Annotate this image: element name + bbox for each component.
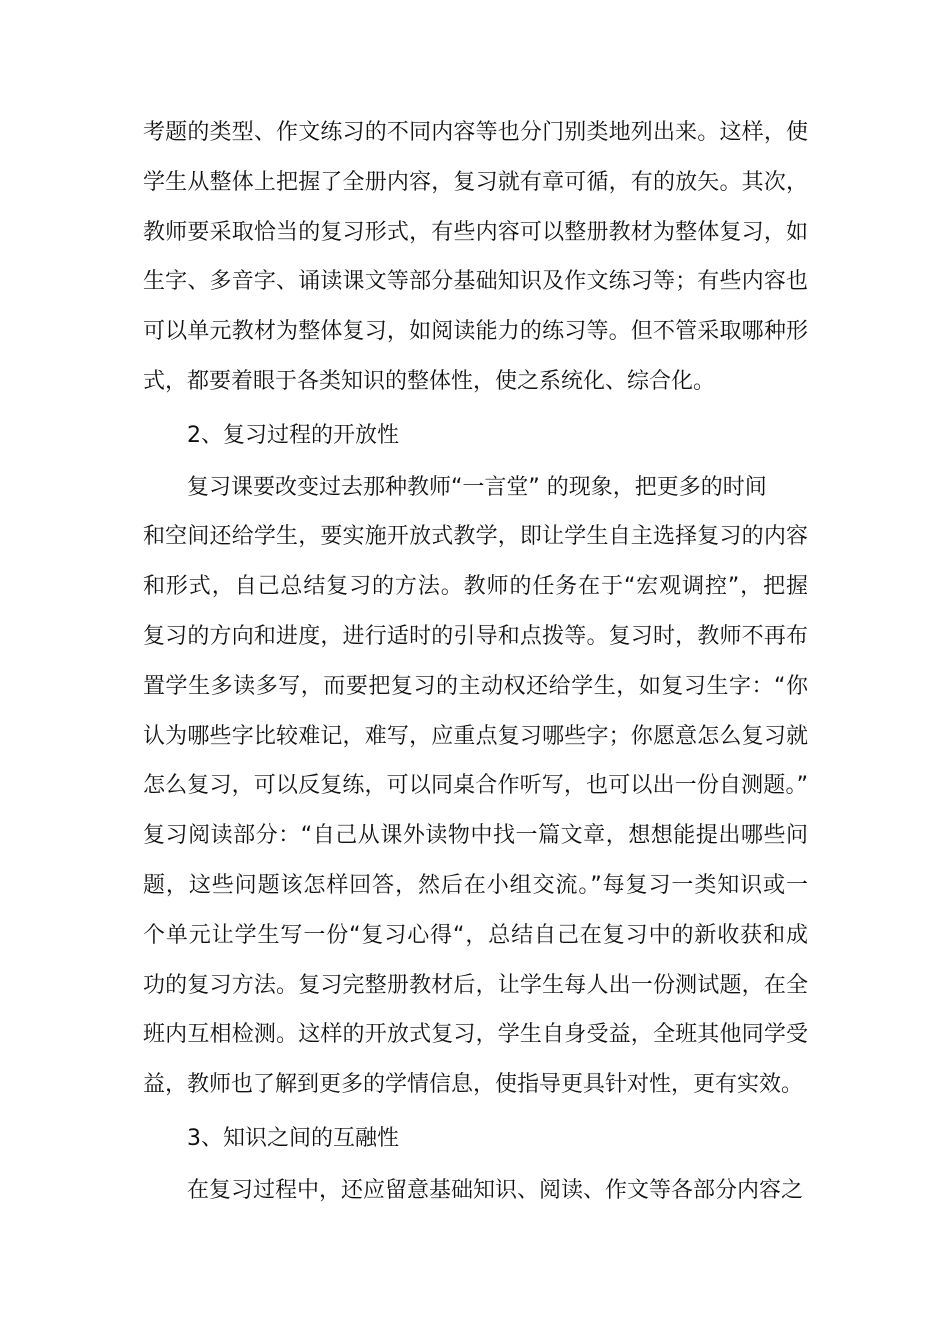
text-line: 置学生多读多写，而要把复习的主动权还给学生，如复习生字：“你 [143,673,808,699]
text-line: 复习阅读部分：“自己从课外读物中找一篇文章，想想能提出哪些问 [143,823,808,849]
text-line: 认为哪些字比较难记，难写，应重点复习哪些字；你愿意怎么复习就 [143,723,808,749]
text-line: 班内互相检测。这样的开放式复习，学生自身受益，全班其他同学受 [143,1022,808,1048]
text-line: 益，教师也了解到更多的学情信息，使指导更具针对性，更有实效。 [143,1072,804,1098]
text-line: 怎么复习，可以反复练，可以同桌合作听写，也可以出一份自测题。” [143,773,808,799]
text-line: 复习课要改变过去那种教师“一言堂” 的现象，把更多的时间 [187,474,767,500]
text-line: 题，这些问题该怎样回答，然后在小组交流。”每复习一类知识或一 [143,872,808,898]
heading-text: 3、知识之间的互融性 [187,1125,399,1151]
text-line: 和形式，自己总结复习的方法。教师的任务在于“宏观调控”，把握 [143,574,808,600]
text-line: 和空间还给学生，要实施开放式教学，即让学生自主选择复习的内容 [143,524,808,550]
text-line: 式，都要着眼于各类知识的整体性，使之系统化、综合化。 [143,368,716,394]
text-line: 功的复习方法。复习完整册教材后，让学生每人出一份测试题，在全 [143,972,808,998]
text-line: 在复习过程中，还应留意基础知识、阅读、作文等各部分内容之 [187,1177,804,1203]
text-line: 生字、多音字、诵读课文等部分基础知识及作文练习等；有些内容也 [143,269,808,295]
text-line: 教师要采取恰当的复习形式，有些内容可以整册教材为整体复习，如 [143,219,808,245]
section-heading [143,1114,808,1164]
text-line: 个单元让学生写一份“复习心得“，总结自己在复习中的新收获和成 [143,922,808,948]
paragraph [143,1166,808,1216]
text-line: 学生从整体上把握了全册内容，复习就有章可循，有的放矢。其次， [143,169,808,195]
heading-text: 2、复习过程的开放性 [187,422,399,448]
text-line: 考题的类型、作文练习的不同内容等也分门别类地列出来。这样，使 [143,120,808,145]
text-line: 复习的方向和进度，进行适时的引导和点拨等。复习时，教师不再布 [143,623,808,649]
document-body [143,108,808,1216]
paragraph [143,463,808,1110]
paragraph [143,108,808,407]
section-heading [143,411,808,461]
text-line: 可以单元教材为整体复习，如阅读能力的练习等。但不管采取哪种形 [143,319,808,345]
